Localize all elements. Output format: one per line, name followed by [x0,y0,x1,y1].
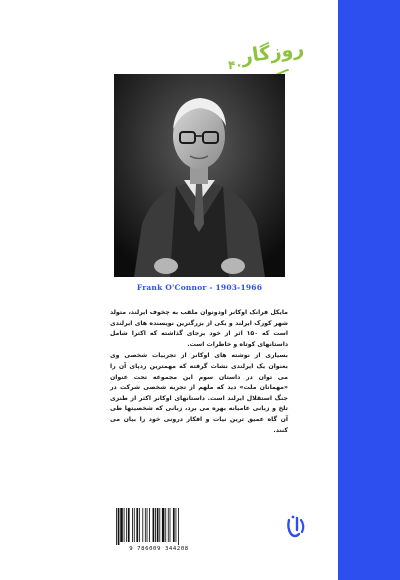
description-paragraph-1: مایکل فرانک اوکانر اودونوان ملقب به چخوف ایرلند، متولد شهر کورک ایرلند و یکی از بزرگترین نویسنده های ایرلندی است که ۱۵۰ اثر از خود برجای گذاشته که اکثرا شامل داستانهای کوتاه و خاطرات است. [110,309,288,348]
isbn-digits: 9 786009 344208 [129,546,189,552]
barcode-icon [114,508,204,545]
author-photo [114,74,285,277]
series-name: روزگار [240,37,306,68]
isbn-barcode [114,508,204,558]
description-paragraph-2: بسیاری از نوشته های اوکانر از تجربیات شخصی وی بعنوان یک ایرلندی نشات گرفته که مهمترین ردپای آن را می توان در داستان سوم این مجموعه تحت عنوان «مهمانان ملت» دید که ملهم از تجربه شخصی شرکت در جنگ استقلال ایرلند است. داستانهای اوکانر اکثر از طنزی تلخ و زبانی عامیانه بهره می برد، زبانی که شخصیتها طی آن گاه عمیق ترین نیات و افکار درونی خود را بیان می کنند. [110,352,288,434]
description-text [110,308,288,437]
author-portrait-image [114,74,285,277]
publisher-logo-icon [283,514,307,540]
series-number: ۴۰ [228,58,243,72]
photo-caption: Frank O'Connor - 1903-1966 [136,283,263,292]
blue-spine-band [338,0,400,580]
